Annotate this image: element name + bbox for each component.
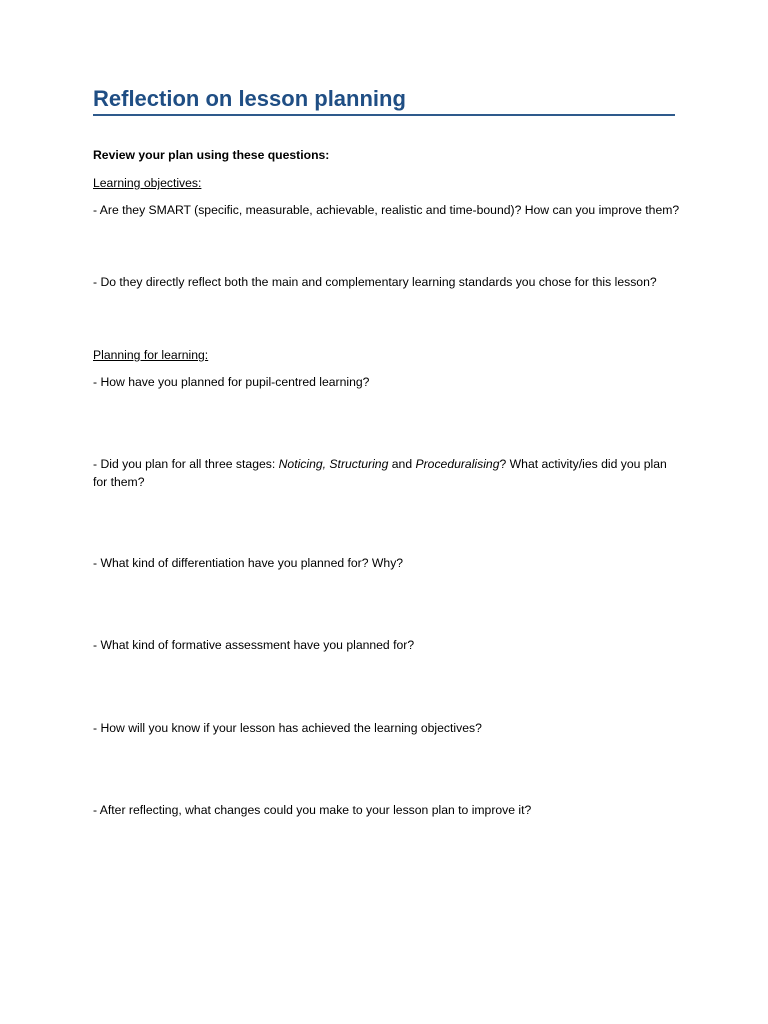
question-learning-standards: - Do they directly reflect both the main and complementary learning standards you chose for this lesson? xyxy=(93,275,657,289)
question-achieved-objectives: - How will you know if your lesson has achieved the learning objectives? xyxy=(93,721,482,735)
question-changes: - After reflecting, what changes could you make to your lesson plan to improve it? xyxy=(93,803,532,817)
question-smart: - Are they SMART (specific, measurable, achievable, realistic and time-bound)? How can you improve them? xyxy=(93,203,680,217)
intro-text: Review your plan using these questions: xyxy=(93,148,330,162)
stages-noticing-structuring: Noticing, Structuring xyxy=(278,457,389,471)
stages-text-and: and xyxy=(388,457,416,471)
section-heading-learning-objectives: Learning objectives: xyxy=(93,176,202,190)
document-title: Reflection on lesson planning xyxy=(93,86,406,111)
title-underline-rule xyxy=(93,114,675,116)
stages-text-end: ? What activity/ies did you plan for them? xyxy=(93,457,667,489)
stages-proceduralising: Proceduralising xyxy=(415,457,500,471)
question-differentiation: - What kind of differentiation have you planned for? Why? xyxy=(93,556,404,570)
question-pupil-centred: - How have you planned for pupil-centred learning? xyxy=(93,375,370,389)
question-three-stages xyxy=(93,455,683,491)
stages-text-start: - Did you plan for all three stages: xyxy=(93,457,279,471)
question-formative-assessment: - What kind of formative assessment have you planned for? xyxy=(93,638,415,652)
section-heading-planning-for-learning: Planning for learning: xyxy=(93,348,209,362)
